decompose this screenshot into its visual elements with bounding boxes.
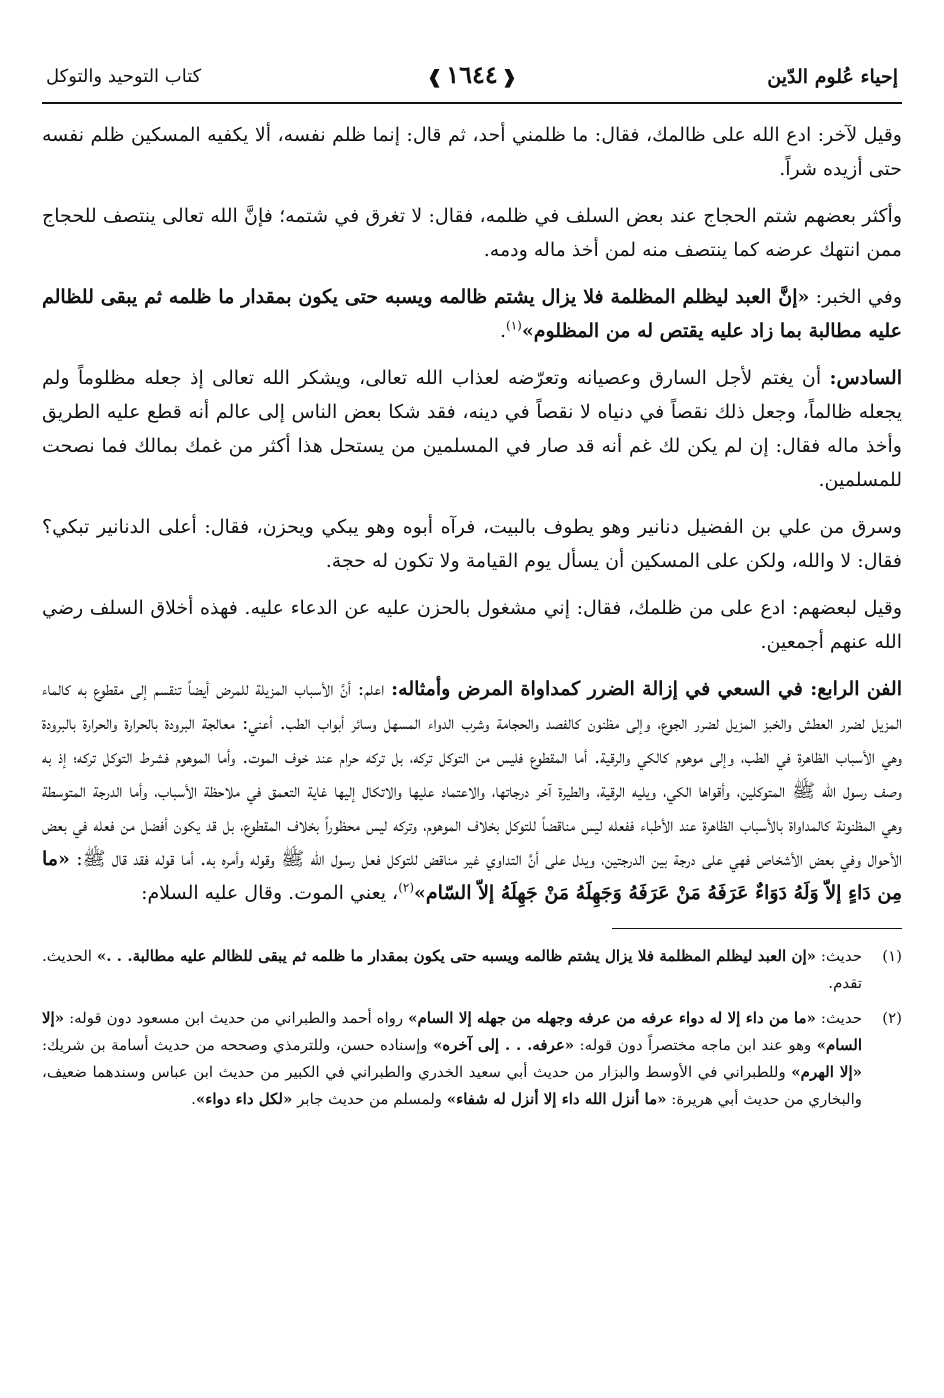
text-run: . [499,320,506,342]
bold-text: السادس: [829,367,902,389]
bold-text: «ما من داء إلا له دواء عرفه من عرفه وجهله من جهله إلا السام» [408,1009,816,1027]
page-number-block [423,60,521,89]
footnote-ref: (٢) [398,880,415,895]
text-run: رواه أحمد والطبراني من حديث ابن مسعود دون قوله: [64,1009,409,1027]
bold-text: «ما مِن دَاءٍ إلاّ وَلَهُ دَوَاءٌ عَرَفَهُ مَنْ عَرَفَهُ وَجَهِلَهُ مَنْ جَهِلَهُ إلاّ السّام» [42,848,902,904]
text-run: الحديث. تقدم. [42,947,862,992]
text-run: اعلم: أنَّ الأسباب المزيلة للمرض أيضاً تنقسم إلى مقطوع به كالماء المزيل لضرر العطش والخبز المزيل لضرر الجوع، وإلى مظنون كالفصد والحجامة وشرب الدواء المسهل وسائر أبواب الطب. أعني: معالجة البرودة بالحرارة والحرارة بالبرودة وهي الأسباب الظاهرة في الطب، وإلى موهوم كالكي والرقية. أما المقطوع فليس من التوكل تركه، بل تركه حرام عند خوف الموت. وأما الموهوم فشرط التوكل تركه؛ إذ به وصف رسول الله ﷺ المتوكلين، وأقواها الكي، ويليه الرقية، والطيرة آخر درجاتها، والاعتماد عليها والاتكال إليها غاية التعمق في ملاحظة الأسباب، وأما الدرجة المتوسطة وهي المظنونة كالمداواة بالأسباب الظاهرة عند الأطباء ففعله ليس مناقضاً للتوكل بخلاف الموهوم، وتركه ليس محظوراً بخلاف المقطوع، بل قد يكون أفضل من فعله في بعض الأحوال وفي بعض الأشخاص فهي على درجة بين الدرجتين، ويدل على أنَّ التداوي غير مناقض للتوكل فعل رسول الله ﷺ وقوله وأمره به. أما قوله فقد قال ﷺ: [42,678,903,870]
text-run: وهو عند ابن ماجه مختصراً دون قوله: [574,1036,817,1054]
bold-text: الفن الرابع: في السعي في إزالة الضرر كمداواة المرض وأمثاله: [391,678,902,700]
text-run: ، يعني الموت. وقال عليه السلام: [141,882,399,904]
text-run: حديث: [816,947,862,965]
book-title: إحياء عُلوم الدّين [767,66,898,88]
footnote [42,1005,902,1113]
text-run: وقيل لبعضهم: ادع على من ظلمك، فقال: إني مشغول بالحزن عليه عن الدعاء عليه. فهذه أخلاق السلف رضي الله عنهم أجمعين. [42,597,902,653]
bold-text: «إن العبد ليظلم المظلمة فلا يزال يشتم ظالمه ويسبه حتى يكون بمقدار ما ظلمه ثم يبقى للظالم عليه مطالبة. . .» [96,947,817,965]
text-run: حديث: [815,1009,862,1027]
paragraph [42,118,902,186]
footnote-ref: (١) [506,318,522,333]
paragraph [42,672,902,910]
text-run: وفي الخبر: [809,286,903,308]
page-number: ١٦٤٤ [446,60,498,89]
text-run: وأكثر بعضهم شتم الحجاج عند بعض السلف في ظلمه، فقال: لا تغرق في شتمه؛ فإنَّ الله تعالى ينتصف للحجاج ممن انتهك عرضه كما ينتصف منه لمن أخذ ماله ودمه. [42,205,902,261]
footnotes [42,943,902,1113]
footnote-divider [612,928,902,929]
bold-text: «عرفه. . . إلى آخره» [433,1036,575,1054]
footnote-text [42,1005,862,1113]
text-run: وللطبراني في الأوسط والبزار من حديث أبي سعيد الخدري والطبراني في الكبير من حديث ابن عباس وسندهما ضعيف، والبخاري من حديث أبي هريرة: [42,1063,862,1108]
chapter-title: كتاب التوحيد والتوكل [46,66,202,87]
ornament-left-icon: ❱ [427,67,443,88]
bold-text: «إنَّ العبد ليظلم المظلمة فلا يزال يشتم ظالمه ويسبه حتى يكون بمقدار ما ظلمه ثم يبقى للظالم عليه مطالبة بما زاد عليه يقتص له من المظلوم» [42,286,902,342]
paragraph [42,280,902,348]
text-run: وإسناده حسن، وللترمذي وصححه من حديث أسامة بن شريك: [42,1036,434,1054]
text-run: ولمسلم من حديث جابر [292,1090,447,1108]
bold-text: «إلا الهرم» [791,1063,862,1081]
bold-text: «إلا السام» [42,1009,862,1054]
footnote-number: (١) [882,947,902,965]
text-run: . [191,1090,196,1108]
footnote-text [42,943,862,997]
paragraph [42,361,902,497]
footnote [42,943,902,997]
bold-text: «لكل داء دواء» [195,1090,293,1108]
paragraph [42,510,902,578]
text-run: وقيل لآخر: ادع الله على ظالمك، فقال: ما ظلمني أحد، ثم قال: إنما ظلم نفسه، ألا يكفيه المسكين ظلم نفسه حتى أزيده شراً. [42,124,902,180]
page-header [42,58,902,104]
text-run: وسرق من علي بن الفضيل دنانير وهو يطوف بالبيت، فرآه أبوه وهو يبكي ويحزن، فقال: أعلى الدنانير تبكي؟ فقال: لا والله، ولكن على المسكين أن يسأل يوم القيامة ولا تكون له حجة. [42,516,902,572]
ornament-right-icon: ❰ [501,67,517,88]
footnote-number: (٢) [882,1009,902,1027]
bold-text: «ما أنزل الله داء إلا أنزل له شفاء» [446,1090,667,1108]
text-run: أن يغتم لأجل السارق وعصيانه وتعرّضه لعذاب الله تعالى، ويشكر الله تعالى إذ جعله مظلوماً ولم يجعله ظالماً، وجعل ذلك نقصاً في دنياه لا نقصاً في دينه، فقد شكا بعض الناس إلى عالم أنه قطع عليه الطريق وأخذ ماله فقال: إن لم يكن لك غم أنه قد صار في المسلمين من يستحل هذا أكثر من غمك بمالك فما نصحت للمسلمين. [42,367,902,491]
paragraph [42,199,902,267]
main-text [42,118,902,910]
paragraph [42,591,902,659]
